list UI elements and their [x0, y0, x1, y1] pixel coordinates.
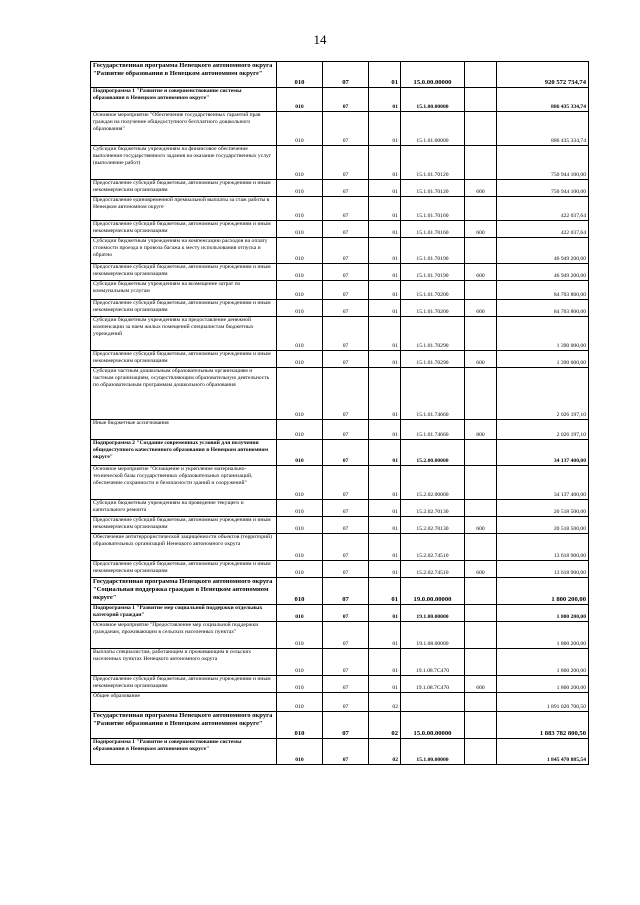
table-row — [91, 622, 589, 649]
cell-expense-type — [465, 578, 497, 605]
cell-subsection: 02 — [369, 712, 401, 739]
cell-expense-type — [465, 500, 497, 517]
row-name: Субсидии бюджетным учреждениям на возмещение затрат по коммунальным услугам — [91, 281, 277, 300]
row-name: Предоставление субсидий бюджетным, автономным учреждениям и иным некоммерческим организациям — [91, 221, 277, 238]
cell-target-article: 15.2.02.70130 — [401, 500, 465, 517]
cell-target-article: 15.1.01.70290 — [401, 317, 465, 351]
cell-subsection: 01 — [369, 221, 401, 238]
cell-expense-type — [465, 739, 497, 765]
cell-amount: 750 944 100,00 — [497, 180, 589, 197]
cell-ministry: 010 — [277, 578, 323, 605]
cell-ministry: 010 — [277, 676, 323, 693]
cell-expense-type — [465, 712, 497, 739]
cell-subsection: 02 — [369, 739, 401, 765]
cell-amount: 84 703 800,00 — [497, 281, 589, 300]
budget-table — [90, 61, 589, 765]
cell-amount: 750 944 100,00 — [497, 146, 589, 180]
cell-section: 07 — [323, 238, 369, 264]
table-row — [91, 88, 589, 112]
cell-target-article: 19.1.00.00000 — [401, 605, 465, 622]
cell-section: 07 — [323, 146, 369, 180]
cell-amount: 422 037,64 — [497, 221, 589, 238]
row-name: Государственная программа Ненецкого автономного округа "Социальная поддержка граждан в Ненецком автономном округе" — [91, 578, 277, 605]
table-row — [91, 146, 589, 180]
cell-amount: 886 435 334,74 — [497, 112, 589, 146]
cell-amount: 13 618 900,00 — [497, 534, 589, 561]
row-name: Основное мероприятие "Обеспечение государственных гарантий прав граждан на получение общедоступного бесплатного дошкольного образования" — [91, 112, 277, 146]
cell-section: 07 — [323, 561, 369, 578]
cell-ministry: 010 — [277, 534, 323, 561]
cell-target-article: 19.1.08.00000 — [401, 622, 465, 649]
cell-ministry: 010 — [277, 300, 323, 317]
cell-ministry: 010 — [277, 622, 323, 649]
table-row — [91, 649, 589, 676]
cell-expense-type — [465, 317, 497, 351]
cell-subsection: 01 — [369, 466, 401, 500]
cell-subsection: 01 — [369, 578, 401, 605]
table-row — [91, 500, 589, 517]
cell-target-article: 15.1.01.70120 — [401, 146, 465, 180]
cell-expense-type: 600 — [465, 180, 497, 197]
cell-section: 07 — [323, 466, 369, 500]
cell-target-article: 15.1.00.00000 — [401, 88, 465, 112]
cell-amount: 46 949 200,00 — [497, 238, 589, 264]
cell-ministry: 010 — [277, 180, 323, 197]
cell-subsection: 01 — [369, 146, 401, 180]
cell-target-article: 19.1.08.7C470 — [401, 676, 465, 693]
cell-ministry: 010 — [277, 440, 323, 466]
cell-subsection: 01 — [369, 420, 401, 440]
cell-section: 07 — [323, 112, 369, 146]
cell-subsection: 01 — [369, 351, 401, 368]
table-row — [91, 466, 589, 500]
cell-ministry: 010 — [277, 561, 323, 578]
table-row — [91, 712, 589, 739]
cell-expense-type: 800 — [465, 420, 497, 440]
cell-expense-type — [465, 281, 497, 300]
cell-target-article: 15.1.01.70200 — [401, 300, 465, 317]
cell-subsection: 01 — [369, 62, 401, 88]
cell-ministry: 010 — [277, 238, 323, 264]
cell-amount: 1 800 200,00 — [497, 676, 589, 693]
cell-amount: 920 572 734,74 — [497, 62, 589, 88]
row-name: Основное мероприятие "Оснащение и укрепление материально-технической базы государственных образовательных организаций, обеспечение сохранности и безопасности зданий и сооружений" — [91, 466, 277, 500]
cell-expense-type — [465, 622, 497, 649]
row-name: Обеспечение антитеррористической защищённости объектов (территорий) образовательных организаций Ненецкого автономного округа — [91, 534, 277, 561]
table-row — [91, 440, 589, 466]
cell-expense-type — [465, 649, 497, 676]
cell-subsection: 01 — [369, 368, 401, 420]
cell-amount: 1 800 200,00 — [497, 605, 589, 622]
cell-ministry: 010 — [277, 368, 323, 420]
cell-amount: 20 518 500,00 — [497, 500, 589, 517]
cell-section: 07 — [323, 180, 369, 197]
table-row — [91, 238, 589, 264]
table-row — [91, 693, 589, 712]
cell-target-article: 15.2.00.00000 — [401, 440, 465, 466]
cell-section: 07 — [323, 622, 369, 649]
cell-subsection: 01 — [369, 88, 401, 112]
cell-expense-type — [465, 238, 497, 264]
cell-expense-type: 600 — [465, 561, 497, 578]
cell-expense-type — [465, 368, 497, 420]
cell-expense-type — [465, 534, 497, 561]
cell-section: 07 — [323, 712, 369, 739]
table-row — [91, 578, 589, 605]
cell-target-article: 15.1.01.70290 — [401, 351, 465, 368]
table-row — [91, 317, 589, 351]
cell-amount: 1 390 000,00 — [497, 351, 589, 368]
cell-ministry: 010 — [277, 500, 323, 517]
cell-subsection: 01 — [369, 676, 401, 693]
cell-ministry: 010 — [277, 712, 323, 739]
row-name: Подпрограмма 1 "Развитие мер социальной поддержки отдельных категорий граждан" — [91, 605, 277, 622]
cell-target-article: 15.1.01.00000 — [401, 112, 465, 146]
cell-amount: 2 026 197,10 — [497, 420, 589, 440]
cell-expense-type — [465, 197, 497, 221]
cell-amount: 2 026 197,10 — [497, 368, 589, 420]
cell-ministry: 010 — [277, 221, 323, 238]
cell-expense-type — [465, 88, 497, 112]
cell-subsection: 01 — [369, 440, 401, 466]
row-name: Субсидии бюджетным учреждениям на предоставление денежной компенсации за наем жилых помещений специалистам бюджетных учреждений — [91, 317, 277, 351]
cell-amount: 46 949 200,00 — [497, 264, 589, 281]
table-row — [91, 561, 589, 578]
cell-amount: 34 137 400,00 — [497, 466, 589, 500]
cell-section: 07 — [323, 517, 369, 534]
cell-expense-type: 600 — [465, 264, 497, 281]
cell-section: 07 — [323, 197, 369, 221]
table-row — [91, 351, 589, 368]
cell-amount: 422 037,64 — [497, 197, 589, 221]
table-row — [91, 264, 589, 281]
cell-subsection: 01 — [369, 197, 401, 221]
cell-section: 07 — [323, 605, 369, 622]
cell-ministry: 010 — [277, 649, 323, 676]
cell-ministry: 010 — [277, 693, 323, 712]
cell-section: 07 — [323, 500, 369, 517]
cell-target-article: 15.2.02.00000 — [401, 466, 465, 500]
cell-subsection: 01 — [369, 534, 401, 561]
cell-subsection: 02 — [369, 693, 401, 712]
cell-amount: 1 390 000,00 — [497, 317, 589, 351]
cell-ministry: 010 — [277, 517, 323, 534]
cell-subsection: 01 — [369, 300, 401, 317]
row-name: Предоставление субсидий бюджетным, автономным учреждениям и иным некоммерческим организациям — [91, 676, 277, 693]
row-name: Предоставление субсидий бюджетным, автономным учреждениям и иным некоммерческим организациям — [91, 517, 277, 534]
table-row — [91, 180, 589, 197]
row-name: Основное мероприятие "Предоставление мер социальной поддержки гражданам, проживающим в сельских населенных пунктах" — [91, 622, 277, 649]
cell-ministry: 010 — [277, 420, 323, 440]
cell-section: 07 — [323, 368, 369, 420]
cell-target-article: 15.0.00.00000 — [401, 712, 465, 739]
page-number: 14 — [313, 32, 327, 47]
row-name: Предоставление субсидий бюджетным, автономным учреждениям и иным некоммерческим организациям — [91, 351, 277, 368]
row-name: Государственная программа Ненецкого автономного округа "Развитие образования в Ненецком автономном округе" — [91, 712, 277, 739]
cell-expense-type — [465, 466, 497, 500]
cell-section: 07 — [323, 221, 369, 238]
cell-expense-type: 600 — [465, 517, 497, 534]
cell-amount: 1 800 200,00 — [497, 578, 589, 605]
cell-ministry: 010 — [277, 112, 323, 146]
cell-target-article — [401, 693, 465, 712]
cell-subsection: 01 — [369, 517, 401, 534]
cell-target-article: 15.2.02.74510 — [401, 561, 465, 578]
table-row — [91, 517, 589, 534]
cell-ministry: 010 — [277, 317, 323, 351]
cell-ministry: 010 — [277, 605, 323, 622]
cell-subsection: 01 — [369, 264, 401, 281]
cell-amount: 13 618 900,00 — [497, 561, 589, 578]
cell-target-article: 15.1.01.70190 — [401, 264, 465, 281]
table-row — [91, 300, 589, 317]
cell-section: 07 — [323, 534, 369, 561]
cell-ministry: 010 — [277, 351, 323, 368]
table-row — [91, 197, 589, 221]
cell-amount: 20 518 500,00 — [497, 517, 589, 534]
cell-subsection: 01 — [369, 649, 401, 676]
row-name: Выплаты специалистам, работающим и проживающим в сельских населенных пунктах Ненецкого автономного округа — [91, 649, 277, 676]
cell-amount: 34 137 400,00 — [497, 440, 589, 466]
cell-target-article: 15.1.01.70190 — [401, 238, 465, 264]
row-name: Субсидии бюджетным учреждениям на компенсацию расходов на оплату стоимости проезда и провоза багажа к месту использования отпуска и обратно — [91, 238, 277, 264]
row-name: Предоставление субсидий бюджетным, автономным учреждениям и иным некоммерческим организациям — [91, 561, 277, 578]
cell-expense-type: 600 — [465, 676, 497, 693]
cell-amount: 1 883 782 800,50 — [497, 712, 589, 739]
cell-target-article: 19.1.08.7C470 — [401, 649, 465, 676]
cell-section: 07 — [323, 649, 369, 676]
cell-subsection: 01 — [369, 317, 401, 351]
cell-subsection: 01 — [369, 622, 401, 649]
cell-ministry: 010 — [277, 466, 323, 500]
cell-target-article: 15.1.01.70160 — [401, 197, 465, 221]
cell-target-article: 15.1.01.74660 — [401, 420, 465, 440]
cell-section: 07 — [323, 62, 369, 88]
cell-target-article: 15.0.00.00000 — [401, 62, 465, 88]
row-name: Предоставление субсидий бюджетным, автономным учреждениям и иным некоммерческим организациям — [91, 180, 277, 197]
cell-section: 07 — [323, 440, 369, 466]
table-row — [91, 605, 589, 622]
cell-subsection: 01 — [369, 281, 401, 300]
cell-target-article: 15.1.01.74660 — [401, 368, 465, 420]
cell-expense-type — [465, 440, 497, 466]
cell-target-article: 15.2.02.74510 — [401, 534, 465, 561]
cell-subsection: 01 — [369, 112, 401, 146]
cell-target-article: 15.1.01.70120 — [401, 180, 465, 197]
cell-section: 07 — [323, 264, 369, 281]
cell-subsection: 01 — [369, 605, 401, 622]
cell-expense-type — [465, 112, 497, 146]
cell-ministry: 010 — [277, 264, 323, 281]
cell-ministry: 010 — [277, 281, 323, 300]
table-row — [91, 676, 589, 693]
cell-section: 07 — [323, 281, 369, 300]
row-name: Субсидии частным дошкольным образовательным организациям и частным организациям, осуществляющим образовательную деятельность по образовательным программам дошкольного образования — [91, 368, 277, 420]
cell-section: 07 — [323, 578, 369, 605]
cell-target-article: 19.0.00.00000 — [401, 578, 465, 605]
cell-ministry: 010 — [277, 197, 323, 221]
row-name: Подпрограмма 1 "Развитие и совершенствование системы образования в Ненецком автономном округе" — [91, 88, 277, 112]
table-row — [91, 281, 589, 300]
cell-expense-type — [465, 62, 497, 88]
cell-amount: 1 800 200,00 — [497, 649, 589, 676]
cell-amount: 1 845 470 885,54 — [497, 739, 589, 765]
table-row — [91, 62, 589, 88]
row-name: Предоставление единовременной премиальной выплаты за стаж работы в Ненецком автономном округе — [91, 197, 277, 221]
row-name: Предоставление субсидий бюджетным, автономным учреждениям и иным некоммерческим организациям — [91, 300, 277, 317]
cell-subsection: 01 — [369, 561, 401, 578]
cell-ministry: 010 — [277, 146, 323, 180]
row-name: Государственная программа Ненецкого автономного округа "Развитие образования в Ненецком автономном округе" — [91, 62, 277, 88]
cell-expense-type — [465, 605, 497, 622]
cell-ministry: 010 — [277, 62, 323, 88]
cell-expense-type: 600 — [465, 351, 497, 368]
row-name: Подпрограмма 1 "Развитие и совершенствование системы образования в Ненецком автономном округе" — [91, 739, 277, 765]
table-row — [91, 368, 589, 420]
row-name: Субсидии бюджетным учреждениям на финансовое обеспечение выполнения государственного задания на оказание государственных услуг (выполнение работ) — [91, 146, 277, 180]
table-row — [91, 534, 589, 561]
row-name: Иные бюджетные ассигнования — [91, 420, 277, 440]
cell-amount: 1 891 020 700,50 — [497, 693, 589, 712]
cell-target-article: 15.1.01.70200 — [401, 281, 465, 300]
cell-ministry: 010 — [277, 88, 323, 112]
cell-ministry: 010 — [277, 739, 323, 765]
row-name: Субсидии бюджетным учреждениям на проведение текущего и капитального ремонта — [91, 500, 277, 517]
cell-amount: 886 435 334,74 — [497, 88, 589, 112]
cell-expense-type — [465, 146, 497, 180]
row-name: Общее образование — [91, 693, 277, 712]
cell-section: 07 — [323, 351, 369, 368]
table-row — [91, 420, 589, 440]
cell-section: 07 — [323, 88, 369, 112]
cell-expense-type — [465, 693, 497, 712]
cell-section: 07 — [323, 739, 369, 765]
cell-subsection: 01 — [369, 500, 401, 517]
cell-subsection: 01 — [369, 238, 401, 264]
table-row — [91, 112, 589, 146]
cell-section: 07 — [323, 676, 369, 693]
row-name: Предоставление субсидий бюджетным, автономным учреждениям и иным некоммерческим организациям — [91, 264, 277, 281]
cell-target-article: 15.1.01.70160 — [401, 221, 465, 238]
cell-section: 07 — [323, 317, 369, 351]
cell-expense-type: 600 — [465, 300, 497, 317]
row-name: Подпрограмма 2 "Создание современных условий для получения общедоступного качественного образования в Ненецком автономном округе" — [91, 440, 277, 466]
cell-amount: 84 703 800,00 — [497, 300, 589, 317]
cell-target-article: 15.2.02.70130 — [401, 517, 465, 534]
cell-amount: 1 800 200,00 — [497, 622, 589, 649]
cell-section: 07 — [323, 300, 369, 317]
table-row — [91, 221, 589, 238]
cell-section: 07 — [323, 693, 369, 712]
cell-target-article: 15.1.00.00000 — [401, 739, 465, 765]
table-row — [91, 739, 589, 765]
cell-section: 07 — [323, 420, 369, 440]
cell-expense-type: 600 — [465, 221, 497, 238]
cell-subsection: 01 — [369, 180, 401, 197]
budget-table-body — [91, 62, 589, 765]
